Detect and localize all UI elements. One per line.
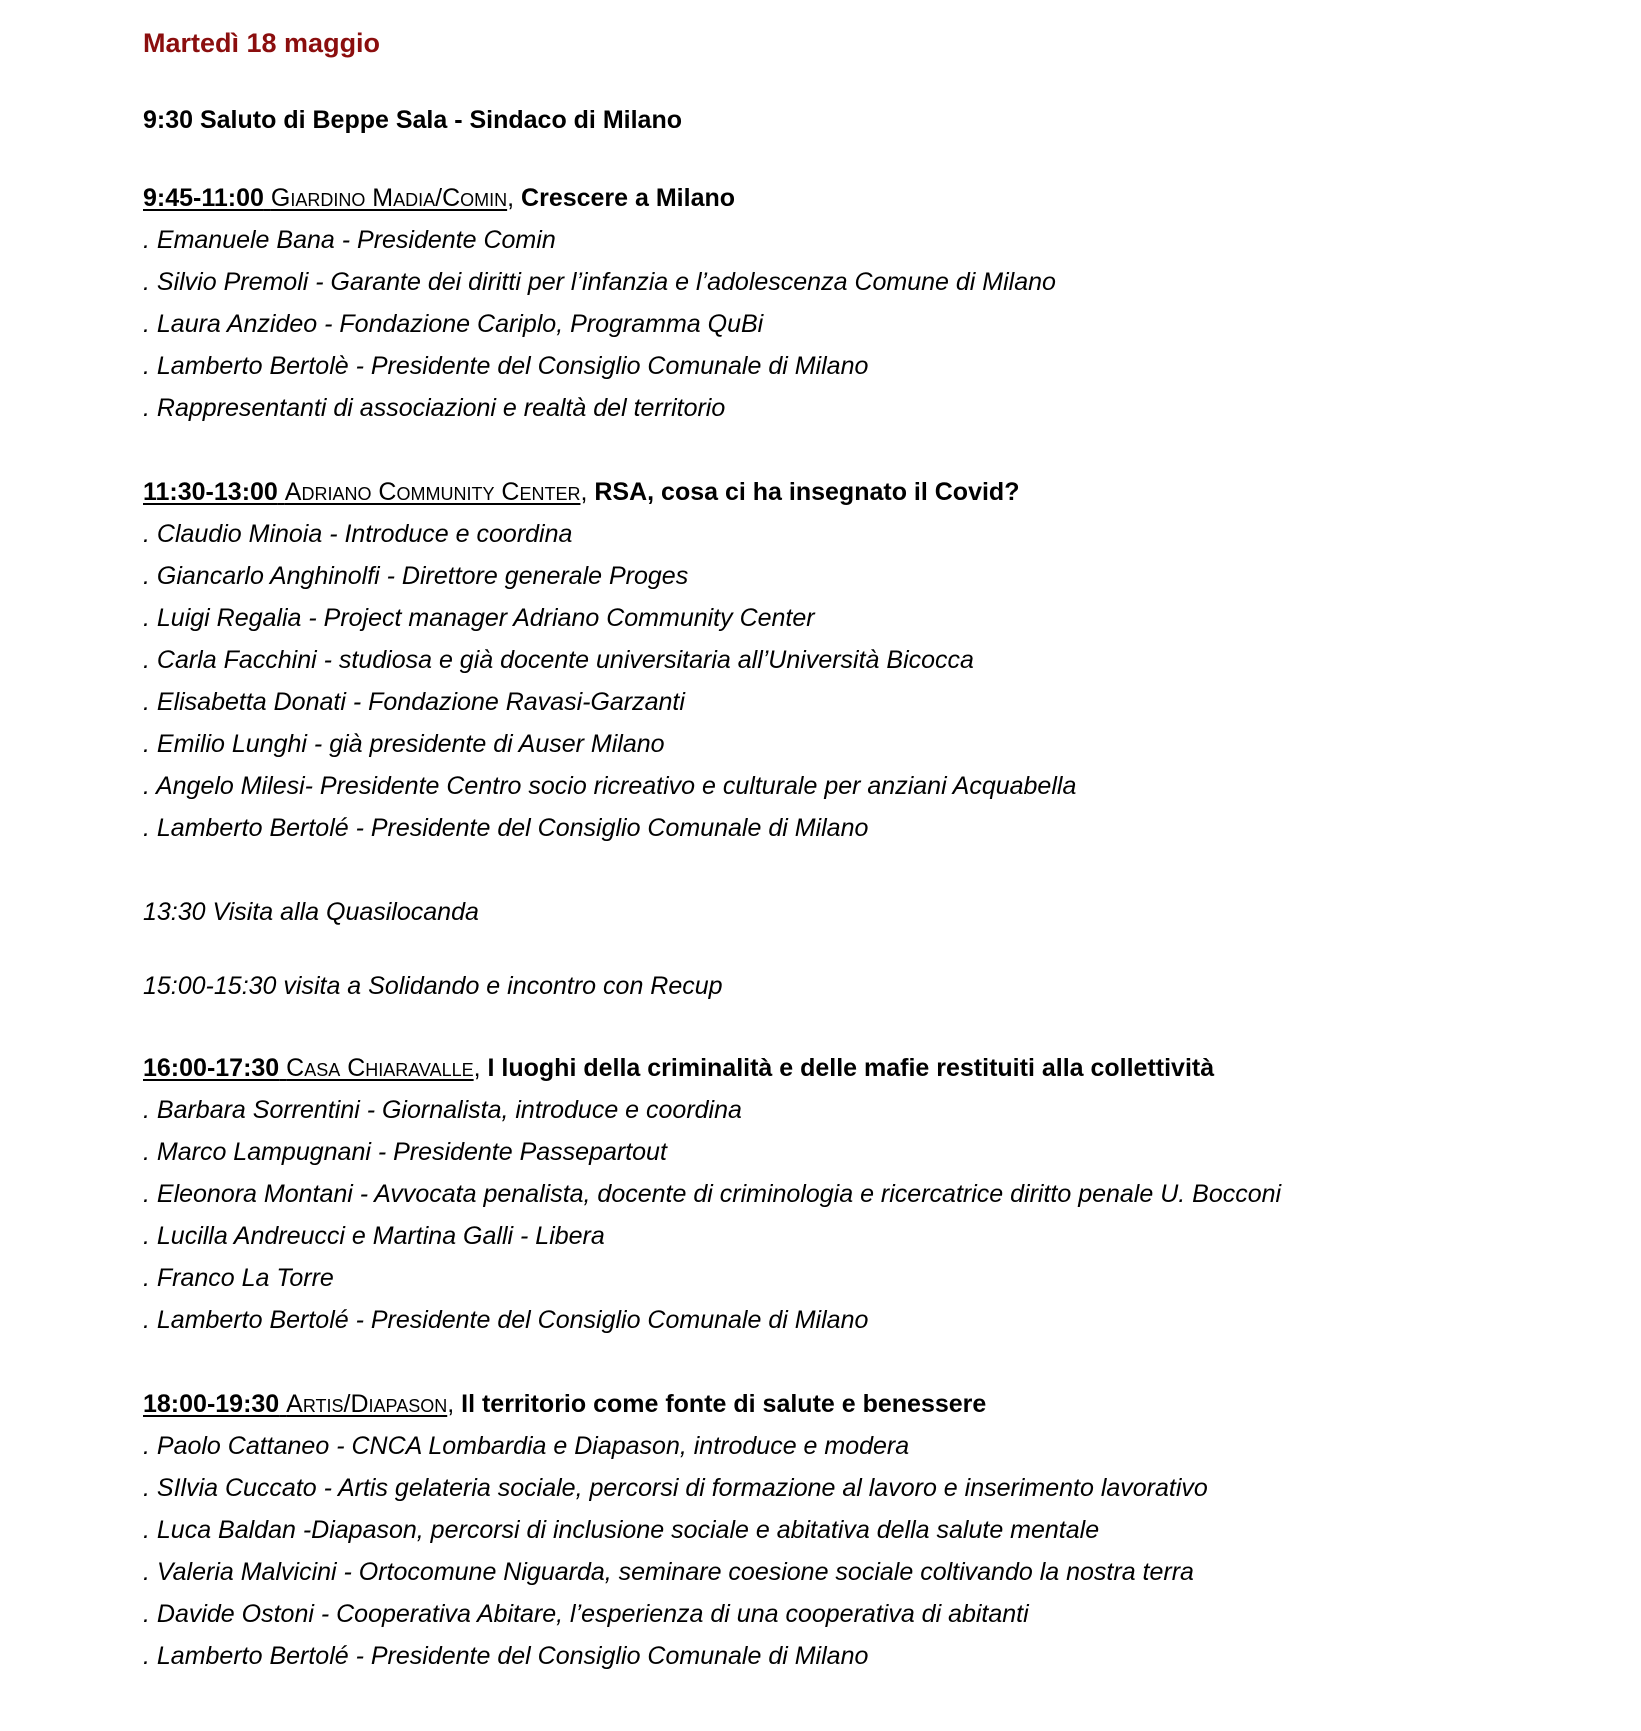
opening-remarks: 9:30 Saluto di Beppe Sala - Sindaco di Milano — [143, 106, 682, 134]
session-heading: 16:00-17:30 Casa Chiaravalle, I luoghi della criminalità e delle mafie restituiti alla collettività — [143, 1054, 1215, 1082]
session-venue-link[interactable]: 18:00-19:30 Artis/Diapason — [143, 1390, 448, 1418]
speaker-item: . Marco Lampugnani - Presidente Passepartout — [143, 1138, 667, 1166]
speaker-item: . Franco La Torre — [143, 1264, 334, 1292]
session-title: Il territorio come fonte di salute e benessere — [461, 1390, 987, 1418]
speaker-item: . SIlvia Cuccato - Artis gelateria sociale, percorsi di formazione al lavoro e inserimento lavorativo — [143, 1474, 1208, 1502]
speaker-item: . Lamberto Bertolé - Presidente del Consiglio Comunale di Milano — [143, 1642, 869, 1670]
speaker-item: . Luigi Regalia - Project manager Adriano Community Center — [143, 604, 815, 632]
session-title: Crescere a Milano — [521, 184, 736, 212]
speaker-item: . Lamberto Bertolé - Presidente del Consiglio Comunale di Milano — [143, 1306, 869, 1334]
session-venue-link[interactable]: 9:45-11:00 Giardino Madia/Comin — [143, 184, 508, 212]
speaker-item: . Emilio Lunghi - già presidente di Auser Milano — [143, 730, 665, 758]
speaker-item: . Paolo Cattaneo - CNCA Lombardia e Diapason, introduce e modera — [143, 1432, 910, 1460]
speaker-item: . Claudio Minoia - Introduce e coordina — [143, 520, 573, 548]
speaker-item: . Lamberto Bertolè - Presidente del Consiglio Comunale di Milano — [143, 352, 869, 380]
session-heading: 9:45-11:00 Giardino Madia/Comin, Crescere a Milano — [143, 184, 736, 212]
speaker-item: . Silvio Premoli - Garante dei diritti per l’infanzia e l’adolescenza Comune di Milano — [143, 268, 1056, 296]
session-heading: 11:30-13:00 Adriano Community Center, RSA, cosa ci ha insegnato il Covid? — [143, 478, 1020, 506]
page-date-heading: Martedì 18 maggio — [143, 28, 381, 58]
session-venue-link[interactable]: 11:30-13:00 Adriano Community Center — [143, 478, 581, 506]
speaker-item: . Giancarlo Anghinolfi - Direttore generale Proges — [143, 562, 689, 590]
speaker-item: . Davide Ostoni - Cooperativa Abitare, l’esperienza di una cooperativa di abitanti — [143, 1600, 1029, 1628]
session-title: RSA, cosa ci ha insegnato il Covid? — [594, 478, 1020, 506]
session-venue-link[interactable]: 16:00-17:30 Casa Chiaravalle — [143, 1054, 474, 1082]
session-heading: 18:00-19:30 Artis/Diapason, Il territorio come fonte di salute e benessere — [143, 1390, 987, 1418]
speaker-item: . Laura Anzideo - Fondazione Cariplo, Programma QuBi — [143, 310, 764, 338]
visit-item: 13:30 Visita alla Quasilocanda — [143, 898, 479, 926]
speaker-item: . Angelo Milesi- Presidente Centro socio ricreativo e culturale per anziani Acquabella — [143, 772, 1077, 800]
speaker-item: . Carla Facchini - studiosa e già docente universitaria all’Università Bicocca — [143, 646, 974, 674]
speaker-item: . Lucilla Andreucci e Martina Galli - Libera — [143, 1222, 605, 1250]
visit-item: 15:00-15:30 visita a Solidando e incontro con Recup — [143, 972, 723, 1000]
speaker-item: . Rappresentanti di associazioni e realtà del territorio — [143, 394, 726, 422]
speaker-item: . Emanuele Bana - Presidente Comin — [143, 226, 556, 254]
session-title: I luoghi della criminalità e delle mafie restituiti alla collettività — [487, 1054, 1215, 1082]
speaker-item: . Elisabetta Donati - Fondazione Ravasi-Garzanti — [143, 688, 685, 716]
speaker-item: . Lamberto Bertolé - Presidente del Consiglio Comunale di Milano — [143, 814, 869, 842]
speaker-item: . Barbara Sorrentini - Giornalista, introduce e coordina — [143, 1096, 742, 1124]
speaker-item: . Valeria Malvicini - Ortocomune Niguarda, seminare coesione sociale coltivando la nostra terra — [143, 1558, 1194, 1586]
speaker-item: . Luca Baldan -Diapason, percorsi di inclusione sociale e abitativa della salute mentale — [143, 1516, 1100, 1544]
speaker-item: . Eleonora Montani - Avvocata penalista, docente di criminologia e ricercatrice diritto penale U. Bocconi — [143, 1180, 1282, 1208]
